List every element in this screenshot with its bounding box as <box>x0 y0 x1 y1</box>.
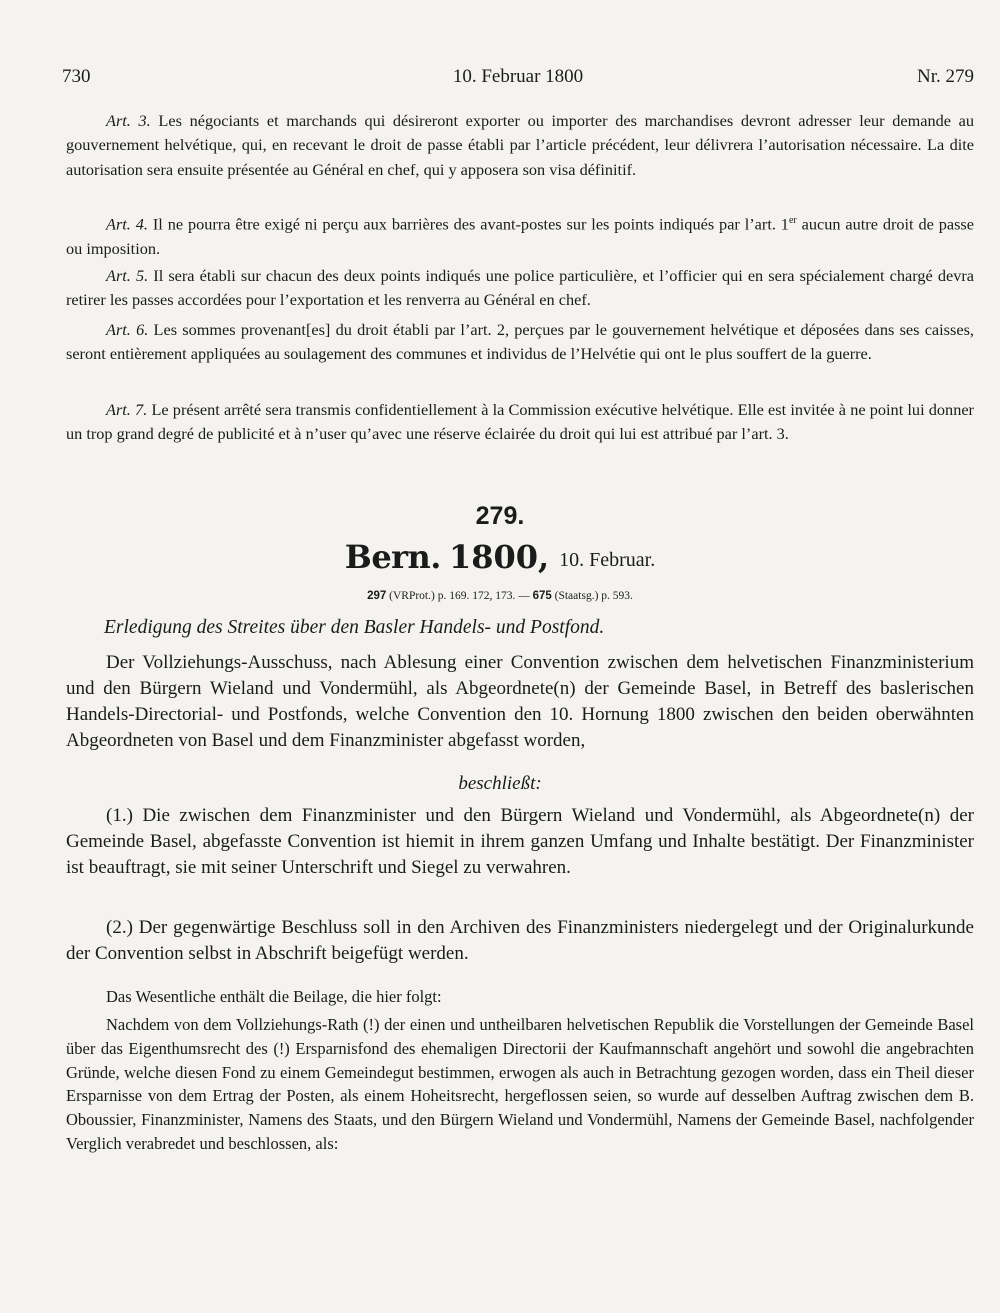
page-number: 730 <box>62 66 91 87</box>
article-label: Art. 3. <box>106 111 151 130</box>
article-label: Art. 7. <box>106 400 148 419</box>
source-ref-1: 297 <box>367 590 387 602</box>
document-date: 10. Februar. <box>559 549 656 571</box>
resolution-verb: beschließt: <box>458 773 542 794</box>
document-heading <box>0 538 1000 576</box>
document-title: Erledigung des Streites über den Basler Handels- und Postfond. <box>104 617 605 638</box>
document-year: 1800, <box>448 538 550 576</box>
agreement-text: Nachdem von dem Vollziehungs-Rath (!) der einen und untheilbaren helvetischen Republik die Vorstellungen der Gemeinde Basel über das Eigenthumsrecht des (!) Ersparnisfond des ehemaligen Directorii der Kaufmannschaft angehört und sowohl die angebrachten Gründe, welche diesen Fond zu einem Gemeindegut bestimmen, erwogen als auch in Betrachtung gezogen worden, dass ein Theil dieser Ersparnisse von dem Ertrag der Posten, als einem Hoheitsrecht, hergeflossen seien, so wurde auf desselben Auftrag zwischen dem B. Oboussier, Finanzminister, Namens des Staats, und den Bürgern Wieland und Vondermühl, Namens der Gemeinde Basel, nachfolgender Verglich verabredet und beschlossen, als: <box>66 1015 974 1153</box>
article-label: Art. 4. <box>106 214 148 234</box>
article-label: Art. 5. <box>106 266 149 285</box>
running-head-date: 10. Februar 1800 <box>452 66 584 87</box>
article-6 <box>66 318 974 367</box>
article-text: Il sera établi sur chacun des deux points indiqués une police particulière, et l’officier qui en sera spécialement chargé devra retirer les passes accordées pour l’exportation et les renverra au Général en chef. <box>66 266 974 310</box>
document-place: Bern. <box>344 538 441 576</box>
resolution-clause-1: (1.) Die zwischen dem Finanzminister und den Bürgern Wieland und Vondermühl, als Abgeordnete(n) der Gemeinde Basel, abgefasste Convention ist hiemit in ihrem ganzen Umfang und Inhalte bestätigt. Der Finanzminister ist beauftragt, sie mit seiner Unterschrift und Siegel zu verwahren. <box>66 805 974 878</box>
article-7 <box>66 398 974 447</box>
resolution-preamble: Der Vollziehungs-Ausschuss, nach Ablesung einer Convention zwischen dem helvetischen Finanzministerium und den Bürgern Wieland und Vondermühl, als Abgeordnete(n) der Gemeinde Basel, in Betreff des baslerischen Handels-Directorial- und Postfonds, welche Convention den 10. Hornung 1800 zwischen den beiden oberwähnten Abgeordneten von Basel und dem Finanzminister abgefasst worden, <box>66 652 974 751</box>
document-number: 279. <box>475 502 525 530</box>
article-4 <box>66 209 974 261</box>
article-5 <box>66 264 974 313</box>
article-label: Art. 6. <box>106 320 149 339</box>
source-references <box>0 590 1000 602</box>
editorial-note: Das Wesentliche enthält die Beilage, die hier folgt: <box>106 987 442 1006</box>
source-ref-2-text: (Staatsg.) p. 593. <box>551 590 633 602</box>
article-text: Les sommes provenant[es] du droit établi par l’art. 2, perçues par le gouvernement helvétique et déposées dans ses caisses, seront entièrement appliquées au soulagement des communes et individus de l’Helvétie qui ont le plus souffert de la guerre. <box>66 320 974 364</box>
article-text-cont: aucun autre droit de passe ou imposition. <box>66 214 974 258</box>
resolution-clause-2: (2.) Der gegenwärtige Beschluss soll in den Archiven des Finanzministers niedergelegt und der Originalurkunde der Convention selbst in Abschrift beigefügt werden. <box>66 917 974 964</box>
running-head <box>62 66 974 92</box>
article-text: Le présent arrêté sera transmis confidentiellement à la Commission exécutive helvétique. Elle est invitée à ne point lui donner un trop grand degré de publicité et à n’user qu’avec une réserve éclairée du droit qui lui est attribué par l’art. 3. <box>66 400 974 444</box>
article-3 <box>66 109 974 182</box>
source-ref-1-text: (VRProt.) p. 169. 172, 173. — <box>386 590 533 602</box>
article-text: Il ne pourra être exigé ni perçu aux barrières des avant-postes sur les points indiqués par l’art. 1 <box>152 214 789 234</box>
article-text: Les négociants et marchands qui désireront exporter ou importer des marchandises devront adresser leur demande au gouvernement helvétique, qui, en recevant le droit de passe établi par l’article précédent, leur délivrera l’autorisation nécessaire. La dite autorisation sera ensuite présentée au Général en chef, qui y apposera son visa définitif. <box>66 111 974 179</box>
source-ref-2: 675 <box>532 590 552 602</box>
superscript: er <box>788 215 797 226</box>
running-head-number: Nr. 279 <box>917 66 974 87</box>
